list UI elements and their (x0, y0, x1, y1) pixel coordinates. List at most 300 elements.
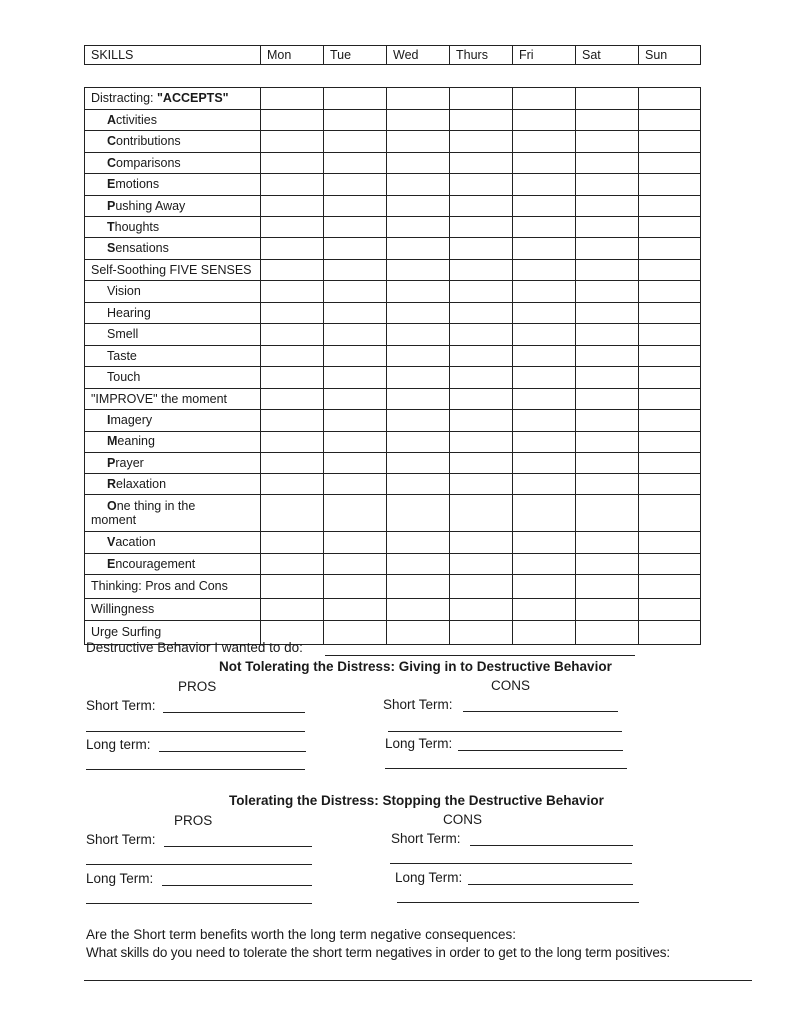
answer-line[interactable] (84, 980, 752, 981)
checkbox-cell-wed[interactable] (387, 281, 450, 303)
checkbox-cell-wed[interactable] (387, 575, 450, 599)
skill-name-rest: ensations (115, 241, 169, 256)
pros-short-term-label-1: Short Term: (86, 698, 156, 713)
checkbox-cell-mon[interactable] (261, 302, 324, 324)
checkbox-cell-thurs[interactable] (450, 431, 513, 452)
checkbox-cell-sun[interactable] (639, 599, 701, 621)
skill-initial: O (107, 499, 117, 514)
question-2: What skills do you need to tolerate the short term negatives in order to get to the long term positives: (86, 945, 670, 960)
checkbox-cell-thurs[interactable] (450, 238, 513, 259)
day-header-sun: Sun (639, 46, 701, 65)
row-sense-2 (85, 324, 701, 346)
skill-label-cell (85, 216, 261, 237)
checkbox-cell-sat[interactable] (576, 367, 639, 389)
checkbox-cell-tue[interactable] (324, 152, 387, 173)
row-accepts-0 (85, 110, 701, 131)
checkbox-cell-wed[interactable] (387, 259, 450, 281)
checkbox-cell-mon[interactable] (261, 131, 324, 152)
checkbox-cell-sat[interactable] (576, 152, 639, 173)
skill-label-cell (85, 88, 261, 110)
checkbox-cell-fri[interactable] (513, 216, 576, 237)
checkbox-cell-tue[interactable] (324, 431, 387, 452)
checkbox-cell-sun[interactable] (639, 621, 701, 645)
cons-long-term-line-4[interactable] (397, 902, 639, 903)
checkbox-cell-fri[interactable] (513, 195, 576, 216)
checkbox-cell-wed[interactable] (387, 621, 450, 645)
checkbox-cell-mon[interactable] (261, 195, 324, 216)
skill-name-rest: ne thing in the (116, 499, 196, 514)
pros-long-term-line-1[interactable] (159, 751, 306, 752)
checkbox-cell-tue[interactable] (324, 110, 387, 131)
checkbox-cell-fri[interactable] (513, 131, 576, 152)
checkbox-cell-sat[interactable] (576, 599, 639, 621)
checkbox-cell-tue[interactable] (324, 281, 387, 303)
row-willingness (85, 599, 701, 621)
checkbox-cell-fri[interactable] (513, 553, 576, 574)
skill-group-name: Self-Soothing FIVE SENSES (91, 262, 252, 277)
row-improve-1 (85, 431, 701, 452)
checkbox-cell-mon[interactable] (261, 367, 324, 389)
checkbox-cell-mon[interactable] (261, 495, 324, 532)
checkbox-cell-sun[interactable] (639, 216, 701, 237)
checkbox-cell-fri[interactable] (513, 345, 576, 367)
checkbox-cell-sat[interactable] (576, 495, 639, 532)
pros-long-term-line-3[interactable] (162, 885, 312, 886)
checkbox-cell-fri[interactable] (513, 324, 576, 346)
checkbox-cell-tue[interactable] (324, 367, 387, 389)
checkbox-cell-sat[interactable] (576, 431, 639, 452)
checkbox-cell-tue[interactable] (324, 452, 387, 473)
checkbox-cell-wed[interactable] (387, 553, 450, 574)
accepts-keyword: "ACCEPTS" (157, 91, 229, 106)
checkbox-cell-thurs[interactable] (450, 110, 513, 131)
cons-long-term-label-1: Long Term: (385, 736, 453, 751)
skill-name-rest: acation (115, 535, 156, 550)
checkbox-cell-tue[interactable] (324, 195, 387, 216)
skill-label-cell (85, 345, 261, 367)
skills-column-header: SKILLS (85, 46, 261, 65)
checkbox-cell-tue[interactable] (324, 324, 387, 346)
checkbox-cell-sun[interactable] (639, 575, 701, 599)
skill-initial: V (107, 535, 116, 550)
checkbox-cell-tue[interactable] (324, 131, 387, 152)
skill-name-rest: houghts (114, 219, 160, 234)
checkbox-cell-wed[interactable] (387, 474, 450, 495)
checkbox-cell-tue[interactable] (324, 388, 387, 410)
row-improve-4 (85, 495, 701, 532)
skill-group-name: Urge Surfing (91, 625, 162, 640)
checkbox-cell-fri[interactable] (513, 302, 576, 324)
checkbox-cell-mon[interactable] (261, 216, 324, 237)
checkbox-cell-fri[interactable] (513, 110, 576, 131)
checkbox-cell-wed[interactable] (387, 131, 450, 152)
checkbox-cell-sat[interactable] (576, 532, 639, 553)
checkbox-cell-thurs[interactable] (450, 575, 513, 599)
checkbox-cell-sun[interactable] (639, 367, 701, 389)
skill-label-cell (85, 238, 261, 259)
skill-initial: C (107, 155, 117, 170)
checkbox-cell-tue[interactable] (324, 238, 387, 259)
row-accepts-5 (85, 216, 701, 237)
checkbox-cell-sun[interactable] (639, 110, 701, 131)
checkbox-cell-fri[interactable] (513, 410, 576, 431)
checkbox-cell-sat[interactable] (576, 259, 639, 281)
checkbox-cell-thurs[interactable] (450, 259, 513, 281)
checkbox-cell-sat[interactable] (576, 216, 639, 237)
skill-label-cell (85, 532, 261, 553)
skill-group-name: Willingness (91, 602, 155, 617)
checkbox-cell-thurs[interactable] (450, 174, 513, 195)
checkbox-cell-sat[interactable] (576, 452, 639, 473)
checkbox-cell-thurs[interactable] (450, 474, 513, 495)
checkbox-cell-sat[interactable] (576, 388, 639, 410)
checkbox-cell-tue[interactable] (324, 410, 387, 431)
sense-name: Taste (107, 348, 137, 363)
checkbox-cell-sun[interactable] (639, 302, 701, 324)
pros-long-term-line-2[interactable] (86, 769, 305, 770)
checkbox-cell-sun[interactable] (639, 174, 701, 195)
checkbox-cell-tue[interactable] (324, 88, 387, 110)
cons-label-2: CONS (443, 812, 483, 827)
sense-name: Vision (107, 284, 141, 299)
checkbox-cell-sat[interactable] (576, 88, 639, 110)
sense-name: Hearing (107, 305, 151, 320)
checkbox-cell-sun[interactable] (639, 131, 701, 152)
checkbox-cell-thurs[interactable] (450, 553, 513, 574)
checkbox-cell-sun[interactable] (639, 553, 701, 574)
row-improve-6 (85, 553, 701, 574)
checkbox-cell-wed[interactable] (387, 495, 450, 532)
skill-initial: C (107, 134, 117, 149)
checkbox-cell-tue[interactable] (324, 259, 387, 281)
skill-initial: E (107, 177, 116, 192)
checkbox-cell-thurs[interactable] (450, 410, 513, 431)
checkbox-cell-sat[interactable] (576, 553, 639, 574)
skill-label-cell (85, 152, 261, 173)
question-1: Are the Short term benefits worth the long term negative consequences: (86, 927, 516, 942)
checkbox-cell-mon[interactable] (261, 553, 324, 574)
checkbox-cell-fri[interactable] (513, 599, 576, 621)
checkbox-cell-sat[interactable] (576, 474, 639, 495)
skill-label-cell (85, 575, 261, 599)
skill-label-cell (85, 431, 261, 452)
skill-initial: R (107, 477, 117, 492)
skill-label-cell (85, 324, 261, 346)
skill-initial: M (107, 434, 118, 449)
cons-long-term-line-1[interactable] (458, 750, 623, 751)
checkbox-cell-wed[interactable] (387, 110, 450, 131)
checkbox-cell-thurs[interactable] (450, 599, 513, 621)
cons-long-term-line-3[interactable] (468, 884, 633, 885)
checkbox-cell-tue[interactable] (324, 495, 387, 532)
skills-tracking-table (84, 87, 701, 645)
day-header-wed: Wed (387, 46, 450, 65)
checkbox-cell-wed[interactable] (387, 324, 450, 346)
checkbox-cell-thurs[interactable] (450, 88, 513, 110)
checkbox-cell-sat[interactable] (576, 410, 639, 431)
row-sense-0 (85, 281, 701, 303)
checkbox-cell-fri[interactable] (513, 174, 576, 195)
checkbox-cell-sun[interactable] (639, 431, 701, 452)
checkbox-cell-mon[interactable] (261, 259, 324, 281)
checkbox-cell-sun[interactable] (639, 532, 701, 553)
skill-initial: P (107, 455, 116, 470)
destructive-behavior-label: Destructive Behavior I wanted to do: (86, 640, 303, 655)
checkbox-cell-tue[interactable] (324, 302, 387, 324)
checkbox-cell-tue[interactable] (324, 174, 387, 195)
day-header-thurs: Thurs (450, 46, 513, 65)
cons-short-term-line-3[interactable] (470, 845, 633, 846)
cons-short-term-label-1: Short Term: (383, 697, 453, 712)
checkbox-cell-mon[interactable] (261, 152, 324, 173)
checkbox-cell-mon[interactable] (261, 388, 324, 410)
skill-name-rest: elaxation (116, 477, 167, 492)
checkbox-cell-mon[interactable] (261, 431, 324, 452)
checkbox-cell-wed[interactable] (387, 532, 450, 553)
checkbox-cell-wed[interactable] (387, 174, 450, 195)
checkbox-cell-sat[interactable] (576, 621, 639, 645)
pros-short-term-line-4[interactable] (86, 864, 312, 865)
row-accepts-1 (85, 131, 701, 152)
skill-label-cell (85, 131, 261, 152)
checkbox-cell-wed[interactable] (387, 216, 450, 237)
checkbox-cell-sat[interactable] (576, 302, 639, 324)
checkbox-cell-mon[interactable] (261, 110, 324, 131)
checkbox-cell-wed[interactable] (387, 452, 450, 473)
checkbox-cell-tue[interactable] (324, 474, 387, 495)
checkbox-cell-fri[interactable] (513, 621, 576, 645)
skill-name-rest: rayer (115, 455, 144, 470)
checkbox-cell-fri[interactable] (513, 495, 576, 532)
header-row (85, 46, 701, 65)
checkbox-cell-wed[interactable] (387, 599, 450, 621)
checkbox-cell-thurs[interactable] (450, 281, 513, 303)
checkbox-cell-fri[interactable] (513, 431, 576, 452)
checkbox-cell-sun[interactable] (639, 452, 701, 473)
checkbox-cell-wed[interactable] (387, 367, 450, 389)
skill-initial: T (107, 219, 115, 234)
row-sense-4 (85, 367, 701, 389)
checkbox-cell-mon[interactable] (261, 474, 324, 495)
cons-short-term-line-2[interactable] (388, 731, 622, 732)
skill-name-rest: ncouragement (115, 556, 196, 571)
tolerating-heading: Tolerating the Distress: Stopping the Destructive Behavior (229, 793, 604, 808)
checkbox-cell-tue[interactable] (324, 553, 387, 574)
destructive-behavior-line[interactable] (325, 655, 635, 656)
checkbox-cell-sat[interactable] (576, 238, 639, 259)
checkbox-cell-sat[interactable] (576, 110, 639, 131)
distracting-label: Distracting: (91, 91, 157, 106)
checkbox-cell-thurs[interactable] (450, 216, 513, 237)
checkbox-cell-sun[interactable] (639, 238, 701, 259)
checkbox-cell-wed[interactable] (387, 410, 450, 431)
pros-label-1: PROS (178, 679, 217, 694)
skill-label-cell (85, 259, 261, 281)
checkbox-cell-mon[interactable] (261, 88, 324, 110)
skill-group-name: Thinking: Pros and Cons (91, 579, 228, 594)
pros-short-term-line-1[interactable] (163, 712, 305, 713)
pros-label-2: PROS (174, 813, 213, 828)
checkbox-cell-mon[interactable] (261, 452, 324, 473)
sense-name: Smell (107, 327, 139, 342)
checkbox-cell-fri[interactable] (513, 238, 576, 259)
skill-label-cell (85, 281, 261, 303)
skill-label-cell (85, 410, 261, 431)
checkbox-cell-fri[interactable] (513, 575, 576, 599)
skill-name-rest: omparisons (116, 155, 181, 170)
row-accepts-2 (85, 152, 701, 173)
checkbox-cell-mon[interactable] (261, 575, 324, 599)
skill-label-cell (85, 388, 261, 410)
checkbox-cell-sat[interactable] (576, 345, 639, 367)
checkbox-cell-sat[interactable] (576, 195, 639, 216)
row-sense-1 (85, 302, 701, 324)
skill-name-rest: magery (110, 413, 153, 428)
row-distracting-accepts (85, 88, 701, 110)
checkbox-cell-thurs[interactable] (450, 324, 513, 346)
pros-long-term-line-4[interactable] (86, 903, 312, 904)
checkbox-cell-tue[interactable] (324, 532, 387, 553)
checkbox-cell-sun[interactable] (639, 324, 701, 346)
skill-initial: P (107, 198, 116, 213)
checkbox-cell-thurs[interactable] (450, 621, 513, 645)
day-header-mon: Mon (261, 46, 324, 65)
cons-short-term-line-1[interactable] (463, 711, 618, 712)
checkbox-cell-thurs[interactable] (450, 388, 513, 410)
checkbox-cell-sun[interactable] (639, 88, 701, 110)
sense-name: Touch (107, 370, 141, 385)
skill-name-rest: ushing Away (115, 198, 186, 213)
checkbox-cell-thurs[interactable] (450, 532, 513, 553)
checkbox-cell-sun[interactable] (639, 152, 701, 173)
checkbox-cell-sun[interactable] (639, 195, 701, 216)
cons-short-term-label-2: Short Term: (391, 831, 461, 846)
pros-short-term-line-3[interactable] (164, 846, 312, 847)
row-accepts-4 (85, 195, 701, 216)
checkbox-cell-sat[interactable] (576, 281, 639, 303)
row-improve-0 (85, 410, 701, 431)
checkbox-cell-fri[interactable] (513, 281, 576, 303)
row-sense-3 (85, 345, 701, 367)
row-improve (85, 388, 701, 410)
skill-label-cell (85, 302, 261, 324)
checkbox-cell-sun[interactable] (639, 410, 701, 431)
checkbox-cell-fri[interactable] (513, 388, 576, 410)
checkbox-cell-sun[interactable] (639, 495, 701, 532)
checkbox-cell-fri[interactable] (513, 152, 576, 173)
skill-label-cell (85, 474, 261, 495)
pros-long-term-label-2: Long Term: (86, 871, 154, 886)
checkbox-cell-thurs[interactable] (450, 452, 513, 473)
checkbox-cell-wed[interactable] (387, 345, 450, 367)
checkbox-cell-sun[interactable] (639, 259, 701, 281)
checkbox-cell-thurs[interactable] (450, 195, 513, 216)
row-improve-5 (85, 532, 701, 553)
checkbox-cell-sat[interactable] (576, 575, 639, 599)
checkbox-cell-wed[interactable] (387, 388, 450, 410)
checkbox-cell-sun[interactable] (639, 345, 701, 367)
checkbox-cell-wed[interactable] (387, 431, 450, 452)
checkbox-cell-sat[interactable] (576, 131, 639, 152)
skill-label-cell (85, 452, 261, 473)
day-header-sat: Sat (576, 46, 639, 65)
cons-short-term-line-4[interactable] (390, 863, 632, 864)
checkbox-cell-mon[interactable] (261, 410, 324, 431)
cons-label-1: CONS (491, 678, 531, 693)
checkbox-cell-sun[interactable] (639, 474, 701, 495)
checkbox-cell-fri[interactable] (513, 532, 576, 553)
checkbox-cell-wed[interactable] (387, 302, 450, 324)
skill-initial: S (107, 241, 116, 256)
skill-label-cell (85, 174, 261, 195)
checkbox-cell-fri[interactable] (513, 259, 576, 281)
checkbox-cell-thurs[interactable] (450, 152, 513, 173)
skill-initial: A (107, 113, 117, 127)
checkbox-cell-wed[interactable] (387, 238, 450, 259)
day-header-tue: Tue (324, 46, 387, 65)
checkbox-cell-mon[interactable] (261, 238, 324, 259)
checkbox-cell-fri[interactable] (513, 367, 576, 389)
checkbox-cell-thurs[interactable] (450, 302, 513, 324)
header-table (84, 45, 701, 65)
checkbox-cell-tue[interactable] (324, 621, 387, 645)
checkbox-cell-sat[interactable] (576, 174, 639, 195)
checkbox-cell-fri[interactable] (513, 88, 576, 110)
checkbox-cell-tue[interactable] (324, 575, 387, 599)
row-improve-2 (85, 452, 701, 473)
skill-label-cell (85, 599, 261, 621)
row-thinking-pros-cons (85, 575, 701, 599)
checkbox-cell-mon[interactable] (261, 532, 324, 553)
checkbox-cell-wed[interactable] (387, 152, 450, 173)
skill-label-cell (85, 195, 261, 216)
checkbox-cell-wed[interactable] (387, 88, 450, 110)
checkbox-cell-mon[interactable] (261, 281, 324, 303)
checkbox-cell-thurs[interactable] (450, 495, 513, 532)
checkbox-cell-tue[interactable] (324, 599, 387, 621)
checkbox-cell-sat[interactable] (576, 324, 639, 346)
cons-long-term-line-2[interactable] (385, 768, 627, 769)
checkbox-cell-mon[interactable] (261, 174, 324, 195)
pros-short-term-label-2: Short Term: (86, 832, 156, 847)
skill-name-continued: moment (91, 513, 137, 528)
skill-name-rest: ontributions (116, 134, 181, 149)
checkbox-cell-sun[interactable] (639, 388, 701, 410)
checkbox-cell-tue[interactable] (324, 345, 387, 367)
skill-label-cell (85, 110, 261, 131)
row-accepts-3 (85, 174, 701, 195)
checkbox-cell-wed[interactable] (387, 195, 450, 216)
not-tolerating-heading: Not Tolerating the Distress: Giving in to Destructive Behavior (219, 659, 612, 674)
row-improve-3 (85, 474, 701, 495)
skill-initial: I (107, 413, 111, 428)
skill-label-cell (85, 367, 261, 389)
checkbox-cell-thurs[interactable] (450, 131, 513, 152)
checkbox-cell-thurs[interactable] (450, 367, 513, 389)
row-accepts-6 (85, 238, 701, 259)
checkbox-cell-sun[interactable] (639, 281, 701, 303)
checkbox-cell-mon[interactable] (261, 324, 324, 346)
pros-short-term-line-2[interactable] (86, 731, 305, 732)
checkbox-cell-thurs[interactable] (450, 345, 513, 367)
checkbox-cell-fri[interactable] (513, 452, 576, 473)
skill-name-rest: ctivities (116, 113, 158, 127)
checkbox-cell-fri[interactable] (513, 474, 576, 495)
checkbox-cell-mon[interactable] (261, 599, 324, 621)
checkbox-cell-tue[interactable] (324, 216, 387, 237)
checkbox-cell-mon[interactable] (261, 345, 324, 367)
row-self-soothing (85, 259, 701, 281)
